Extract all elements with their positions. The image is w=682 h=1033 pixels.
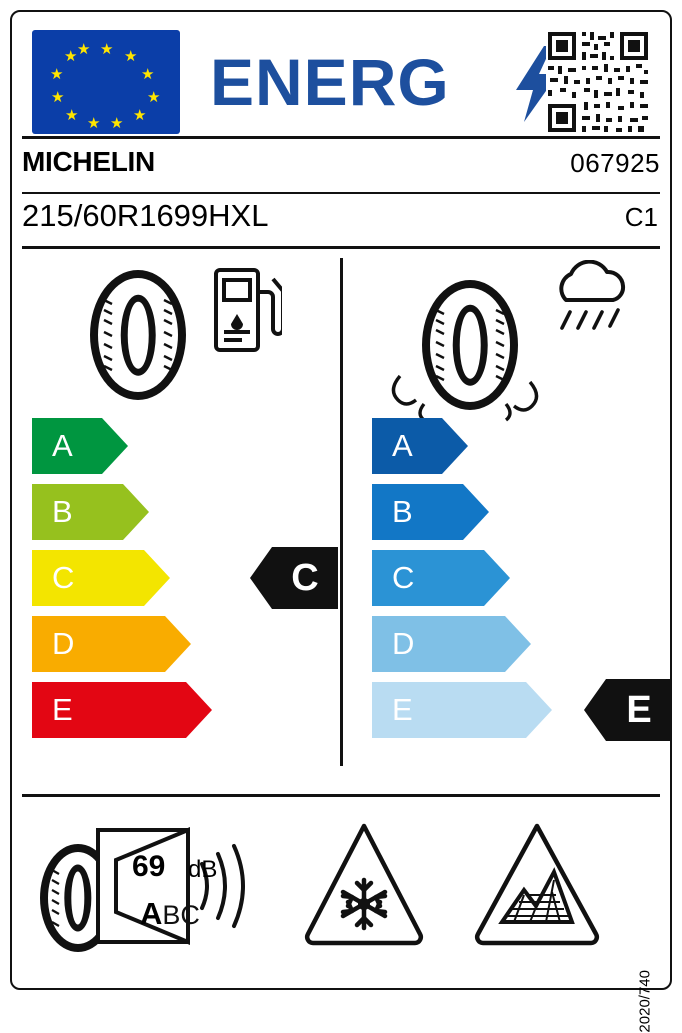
page-title: ENERG — [210, 45, 450, 119]
tyre-size: 215/60R1699HXL — [22, 198, 269, 233]
divider-header — [22, 136, 660, 139]
size-row — [22, 198, 660, 244]
label-header — [22, 22, 660, 132]
wet-rating-marker — [584, 679, 672, 741]
fuel-grade-e — [32, 682, 222, 738]
noise-value: 69 — [132, 850, 166, 883]
rating-letter: E — [626, 689, 652, 731]
noise-panel — [22, 800, 660, 1033]
fuel-grade-letter: B — [52, 494, 73, 529]
noise-class — [140, 896, 200, 932]
wet-grip-grades — [372, 418, 562, 748]
brand-name: MICHELIN — [22, 146, 155, 177]
fuel-grade-d — [32, 616, 222, 672]
panel-divider — [340, 258, 343, 766]
brand-row — [22, 142, 660, 190]
fuel-grade-b — [32, 484, 222, 540]
fuel-grade-letter: A — [52, 428, 73, 463]
rain-cloud-icon — [542, 260, 638, 340]
wet-grade-letter: D — [392, 626, 415, 661]
wet-grade-b — [372, 484, 562, 540]
fuel-grade-letter: D — [52, 626, 75, 661]
tyre-class: C1 — [624, 202, 658, 232]
wet-grade-letter: E — [392, 692, 413, 727]
noise-class-selected: A — [140, 896, 163, 931]
fuel-efficiency-grades — [32, 418, 222, 748]
wet-grade-e — [372, 682, 562, 738]
product-code: 067925 — [570, 148, 660, 178]
wet-grade-d — [372, 616, 562, 672]
rating-letter: C — [291, 557, 319, 599]
qr-code-icon — [546, 30, 650, 134]
ratings-panel — [22, 250, 660, 790]
divider-brand — [22, 192, 660, 194]
label-date: 2020/740 — [637, 970, 654, 1033]
eu-flag-icon: ★ ★ ★ ★ ★ ★ ★ ★ ★ ★ ★ ★ — [32, 30, 180, 134]
noise-speaker-icon — [36, 816, 246, 956]
divider-bottom — [22, 794, 660, 797]
tyre-wet-icon — [422, 280, 518, 410]
three-peak-snowflake-icon — [302, 818, 426, 954]
fuel-pump-icon — [212, 262, 282, 354]
noise-class-rest: BC — [162, 900, 200, 930]
noise-unit: dB — [188, 856, 218, 883]
wet-grade-letter: A — [392, 428, 413, 463]
fuel-rating-marker — [250, 547, 338, 609]
wet-grade-c — [372, 550, 562, 606]
tyre-icon — [90, 270, 186, 400]
fuel-grade-letter: E — [52, 692, 73, 727]
divider-size — [22, 246, 660, 249]
fuel-grade-c — [32, 550, 222, 606]
fuel-grade-letter: C — [52, 560, 75, 595]
ice-grip-icon — [472, 818, 602, 954]
wet-grade-letter: B — [392, 494, 413, 529]
fuel-grade-a — [32, 418, 222, 474]
wet-grade-a — [372, 418, 562, 474]
wet-grade-letter: C — [392, 560, 415, 595]
